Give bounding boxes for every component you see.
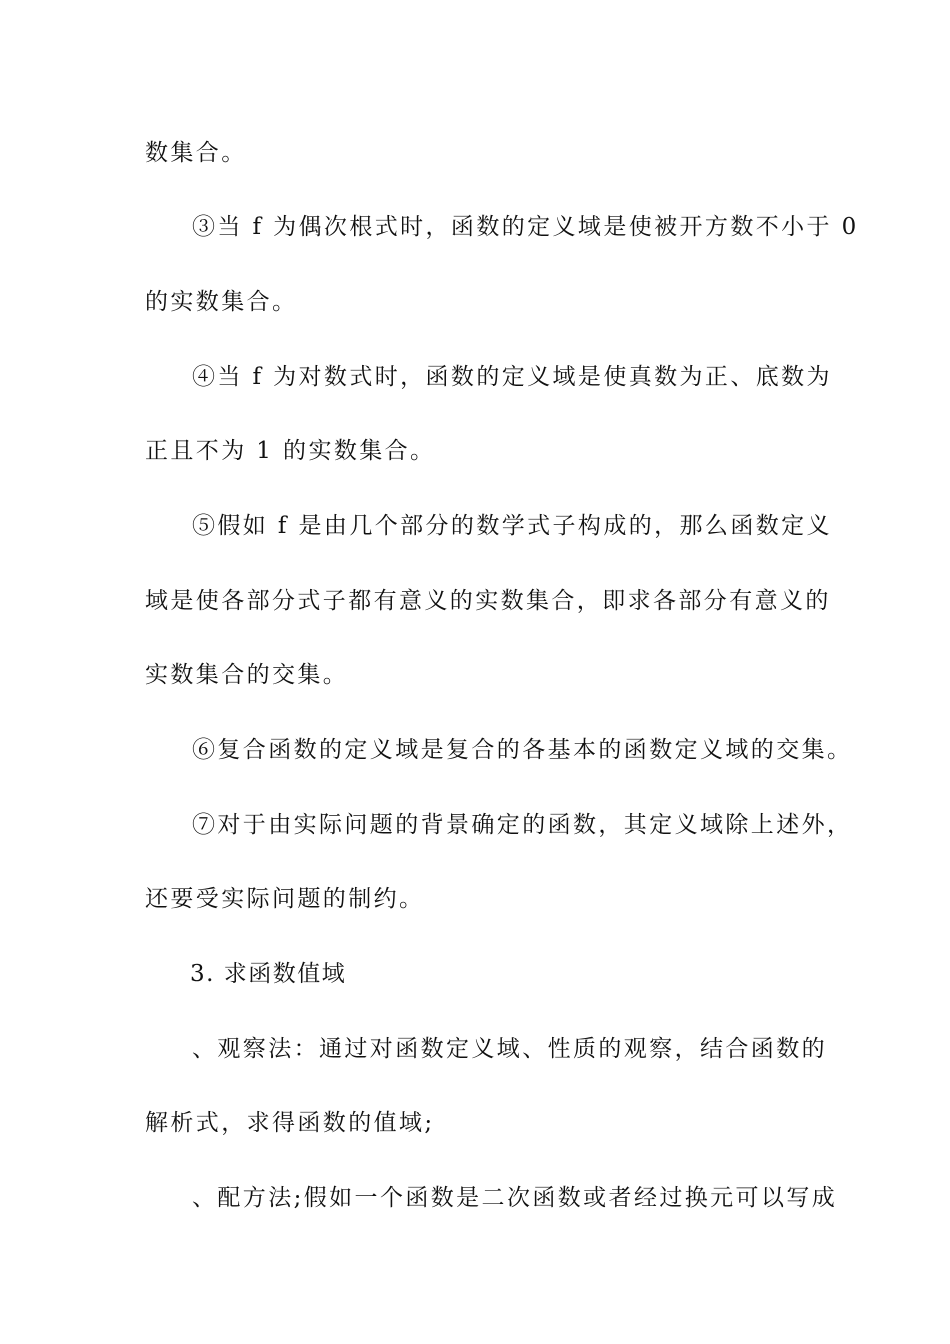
paragraph-line-11: 还要受实际问题的制约。: [145, 886, 425, 912]
paragraph-line-8: 实数集合的交集。: [145, 662, 349, 688]
paragraph-line-14: 解析式，求得函数的值域;: [145, 1110, 435, 1136]
paragraph-line-7: 域是使各部分式子都有意义的实数集合，即求各部分有意义的: [145, 588, 831, 614]
paragraph-line-10: ⑦对于由实际问题的背景确定的函数，其定义域除上述外，: [192, 812, 853, 838]
paragraph-line-6: ⑤假如 f 是由几个部分的数学式子构成的，那么函数定义: [192, 513, 832, 539]
paragraph-line-9: ⑥复合函数的定义域是复合的各基本的函数定义域的交集。: [192, 737, 853, 763]
paragraph-line-1: 数集合。: [145, 140, 247, 166]
paragraph-line-13: 、观察法：通过对函数定义域、性质的观察，结合函数的: [192, 1036, 827, 1062]
paragraph-line-2: ③当 f 为偶次根式时，函数的定义域是使被开方数不小于 0: [192, 214, 859, 240]
section-heading: 3. 求函数值域: [190, 961, 347, 987]
paragraph-line-4: ④当 f 为对数式时，函数的定义域是使真数为正、底数为: [192, 364, 832, 390]
paragraph-line-3: 的实数集合。: [145, 289, 298, 315]
paragraph-line-5: 正且不为 1 的实数集合。: [145, 438, 436, 464]
paragraph-line-15: 、配方法;假如一个函数是二次函数或者经过换元可以写成: [192, 1185, 838, 1211]
